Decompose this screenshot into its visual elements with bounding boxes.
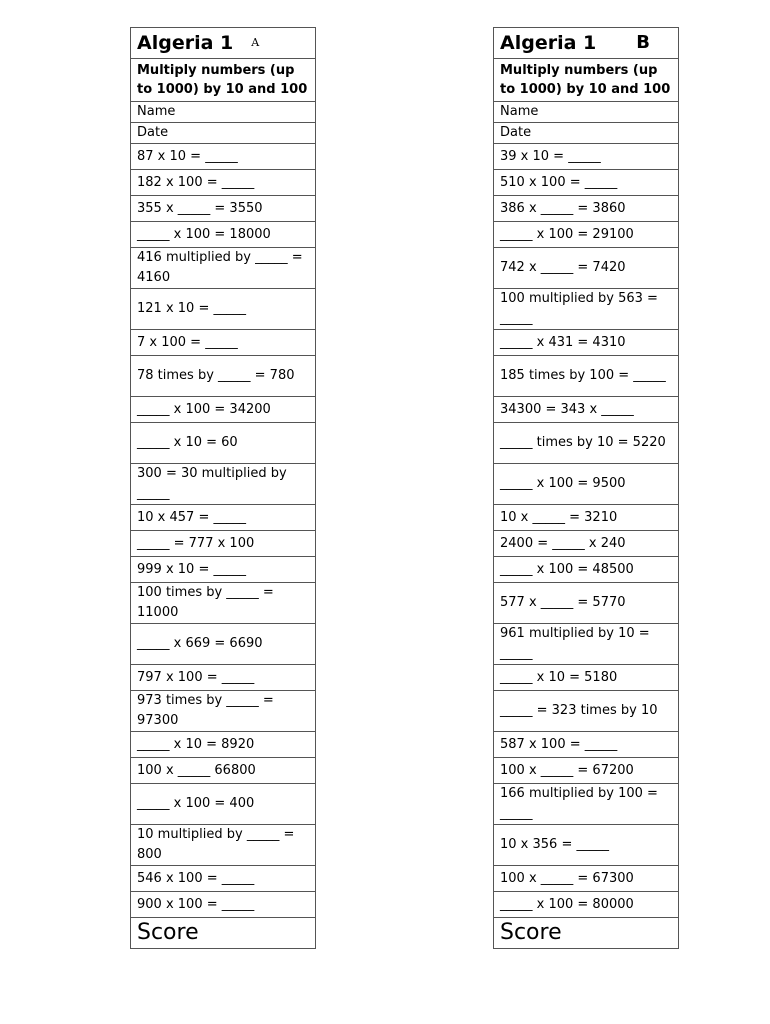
question-text: _____ x 100 = 34200 — [137, 401, 271, 417]
question-text: 973 times by _____ = 97300 — [137, 693, 274, 728]
question-text: 185 times by 100 = _____ — [500, 368, 666, 383]
question-text: 121 x 10 = _____ — [137, 301, 246, 316]
question-text: _____ x 10 = 5180 — [500, 669, 618, 685]
question-text: 10 x 457 = _____ — [137, 509, 246, 525]
question-text: 10 multiplied by _____ = 800 — [137, 827, 295, 862]
question-row — [494, 397, 678, 423]
question-row — [131, 866, 315, 892]
question-row — [494, 330, 678, 356]
question-text: _____ x 431 = 4310 — [500, 334, 626, 350]
question-text: 10 x _____ = 3210 — [500, 509, 618, 525]
version-label: A — [251, 36, 260, 49]
question-row — [494, 356, 678, 397]
question-row — [131, 531, 315, 557]
worksheet-a — [130, 27, 316, 949]
question-row — [494, 866, 678, 892]
question-text: 87 x 10 = _____ — [137, 148, 238, 164]
question-text: 34300 = 343 x _____ — [500, 401, 634, 417]
question-row — [131, 892, 315, 918]
question-text: 742 x _____ = 7420 — [500, 260, 626, 275]
question-row — [131, 170, 315, 196]
question-row — [494, 691, 678, 732]
question-text: 961 multiplied by 10 = _____ — [500, 626, 650, 661]
worksheet-title-row — [494, 28, 678, 59]
date-label: Date — [494, 123, 678, 144]
question-row — [131, 825, 315, 866]
question-row — [131, 196, 315, 222]
question-row — [494, 665, 678, 691]
question-row — [494, 423, 678, 464]
worksheet-subtitle: Multiply numbers (up to 1000) by 10 and 100 — [494, 59, 678, 102]
question-text: 100 times by _____ = 11000 — [137, 585, 274, 620]
question-text: 10 x 356 = _____ — [500, 837, 609, 852]
question-text: 577 x _____ = 5770 — [500, 595, 626, 610]
question-row — [131, 248, 315, 289]
question-text: _____ x 10 = 60 — [137, 435, 238, 450]
worksheet-title: Algeria 1 — [137, 32, 234, 54]
question-row — [494, 732, 678, 758]
question-row — [131, 505, 315, 531]
date-label: Date — [131, 123, 315, 144]
question-row — [131, 758, 315, 784]
question-row — [131, 624, 315, 665]
question-text: _____ x 10 = 8920 — [137, 736, 255, 752]
question-row — [131, 784, 315, 825]
question-row — [494, 531, 678, 557]
question-row — [494, 289, 678, 330]
name-label: Name — [131, 102, 315, 123]
question-row — [494, 170, 678, 196]
question-text: _____ x 100 = 48500 — [500, 561, 634, 577]
question-text: 416 multiplied by _____ = 4160 — [137, 250, 303, 285]
question-text: 386 x _____ = 3860 — [500, 200, 626, 216]
question-row — [131, 356, 315, 397]
question-text: _____ x 669 = 6690 — [137, 636, 263, 651]
question-row — [494, 825, 678, 866]
question-row — [494, 624, 678, 665]
question-text: _____ x 100 = 400 — [137, 796, 255, 811]
question-row — [131, 330, 315, 356]
question-row — [494, 557, 678, 583]
question-text: 100 x _____ = 67200 — [500, 762, 634, 778]
question-row — [131, 289, 315, 330]
worksheet-b — [493, 27, 679, 949]
question-text: _____ times by 10 = 5220 — [500, 435, 666, 450]
question-row — [494, 758, 678, 784]
question-text: _____ = 777 x 100 — [137, 535, 255, 551]
question-row — [131, 423, 315, 464]
question-row — [131, 222, 315, 248]
question-row — [131, 397, 315, 423]
worksheet-subtitle: Multiply numbers (up to 1000) by 10 and 100 — [131, 59, 315, 102]
question-text: 900 x 100 = _____ — [137, 896, 255, 912]
worksheet-title-row — [131, 28, 315, 59]
question-row — [494, 248, 678, 289]
score-label: Score — [131, 918, 315, 949]
question-text: 182 x 100 = _____ — [137, 174, 255, 190]
question-text: 587 x 100 = _____ — [500, 736, 618, 752]
question-row — [131, 464, 315, 505]
question-text: _____ x 100 = 18000 — [137, 226, 271, 242]
question-row — [494, 505, 678, 531]
question-text: 166 multiplied by 100 = _____ — [500, 786, 658, 821]
question-text: 7 x 100 = _____ — [137, 334, 238, 350]
question-text: 39 x 10 = _____ — [500, 148, 601, 164]
question-row — [131, 691, 315, 732]
question-row — [494, 784, 678, 825]
question-text: 100 x _____ 66800 — [137, 762, 256, 778]
question-text: _____ x 100 = 9500 — [500, 476, 626, 491]
question-row — [131, 665, 315, 691]
version-label: B — [636, 32, 650, 53]
question-row — [494, 144, 678, 170]
worksheet-title: Algeria 1 — [500, 32, 597, 54]
question-row — [131, 557, 315, 583]
question-text: 510 x 100 = _____ — [500, 174, 618, 190]
question-text: 797 x 100 = _____ — [137, 669, 255, 685]
question-text: 546 x 100 = _____ — [137, 870, 255, 886]
question-row — [131, 732, 315, 758]
question-text: _____ x 100 = 80000 — [500, 896, 634, 912]
question-text: 78 times by _____ = 780 — [137, 368, 295, 383]
name-label: Name — [494, 102, 678, 123]
score-label: Score — [494, 918, 678, 949]
question-row — [494, 892, 678, 918]
question-row — [494, 222, 678, 248]
question-text: 999 x 10 = _____ — [137, 561, 246, 577]
question-text: _____ = 323 times by 10 — [500, 703, 658, 718]
question-row — [494, 583, 678, 624]
question-row — [131, 144, 315, 170]
question-row — [494, 196, 678, 222]
question-text: 300 = 30 multiplied by _____ — [137, 466, 287, 501]
question-text: 100 x _____ = 67300 — [500, 870, 634, 886]
question-text: 100 multiplied by 563 = _____ — [500, 291, 658, 326]
question-text: 355 x _____ = 3550 — [137, 200, 263, 216]
question-row — [494, 464, 678, 505]
question-text: _____ x 100 = 29100 — [500, 226, 634, 242]
question-text: 2400 = _____ x 240 — [500, 535, 626, 551]
question-row — [131, 583, 315, 624]
